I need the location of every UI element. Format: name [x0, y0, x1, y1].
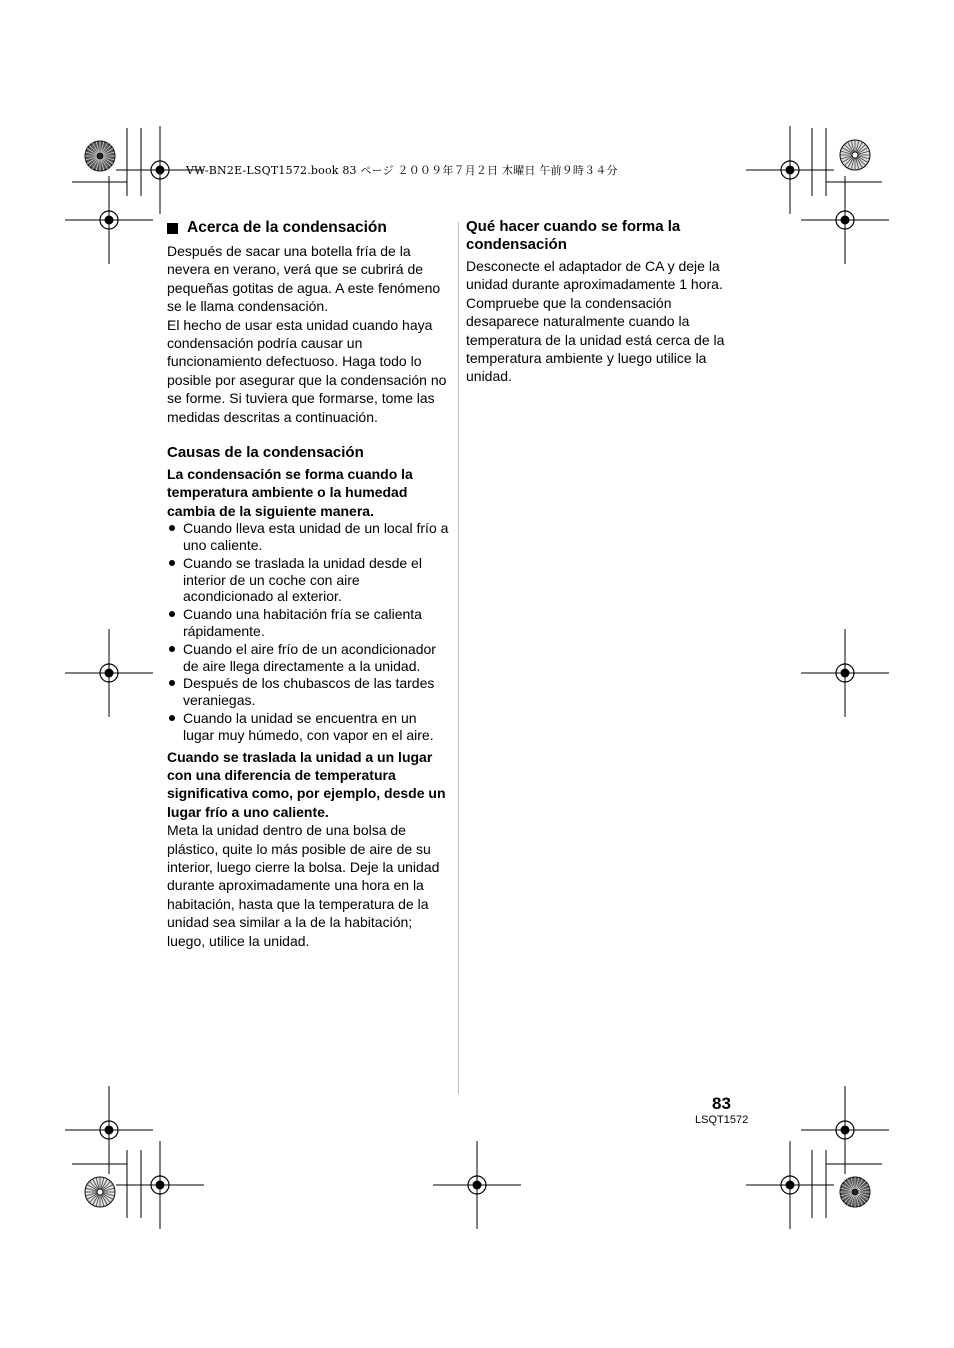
registration-target-icon — [65, 1086, 153, 1174]
causes-heading: Causas de la condensación — [167, 444, 364, 462]
column-divider — [458, 222, 459, 1094]
causes-lead: La condensación se forma cuando la temperatura ambiente o la humedad cambia de la siguiente manera. — [167, 466, 413, 519]
list-item: Cuando el aire frío de un acondicionador de aire llega directamente a la unidad. — [167, 641, 450, 675]
registration-target-icon — [801, 629, 889, 717]
bullet-icon — [169, 525, 175, 531]
bullet-icon — [169, 646, 175, 652]
document-code: LSQT1572 — [695, 1114, 749, 1126]
bullet-icon — [169, 680, 175, 686]
intro-paragraph: El hecho de usar esta unidad cuando haya condensación podría causar un funcionamiento defectuoso. Haga todo lo posible por asegurar que la condensación no se forme. Si tuviera que formarse, tome las medidas descritas a continuación. — [167, 316, 447, 425]
list-item: Cuando se traslada la unidad desde el interior de un coche con aire acondicionado al exterior. — [167, 555, 450, 605]
color-bar-wheel-icon — [85, 141, 115, 171]
intro-paragraph: Después de sacar una botella fría de la nevera en verano, verá que se cubrirá de pequeñas gotitas de agua. A este fenómeno se le llama condensación. — [167, 243, 441, 315]
page-number: 83 — [712, 1094, 731, 1113]
causes-list — [167, 520, 450, 743]
registration-target-icon — [116, 1141, 204, 1229]
registration-target-icon — [65, 176, 153, 264]
right-paragraph: Desconecte el adaptador de CA y deje la unidad durante aproximadamente 1 hora. — [466, 258, 723, 293]
move-lead: Cuando se traslada la unidad a un lugar con una diferencia de temperatura significativa como, por ejemplo, desde un lugar frío a uno caliente. — [167, 748, 446, 820]
black-square-icon — [167, 223, 178, 234]
section-title — [167, 218, 450, 238]
left-column — [167, 218, 450, 950]
list-item: Cuando lleva esta unidad de un local frío a uno caliente. — [167, 520, 450, 554]
bullet-icon — [169, 611, 175, 617]
bullet-icon — [169, 560, 175, 566]
section-title-text: Acerca de la condensación — [187, 219, 387, 236]
registration-target-icon — [433, 1141, 521, 1229]
registration-target-icon — [746, 1141, 834, 1229]
registration-target-icon — [801, 176, 889, 264]
color-bar-wheel-icon — [840, 140, 870, 170]
bullet-icon — [169, 715, 175, 721]
registration-target-icon — [801, 1086, 889, 1174]
what-to-do-heading: Qué hacer cuando se forma la condensación — [466, 218, 681, 253]
right-column — [466, 218, 746, 386]
list-item: Cuando una habitación fría se calienta rápidamente. — [167, 606, 450, 640]
print-header-info: VW-BN2E-LSQT1572.book 83 ページ ２００９年７月２日 木曜日 午前９時３４分 — [186, 164, 618, 177]
color-bar-wheel-icon — [840, 1177, 870, 1207]
right-paragraph: Compruebe que la condensación desaparece naturalmente cuando la temperatura de la unidad está cerca de la temperatura ambiente y luego utilice la unidad. — [466, 294, 725, 385]
move-text: Meta la unidad dentro de una bolsa de plástico, quite lo más posible de aire de su interior, luego cierre la bolsa. Deje la unidad durante aproximadamente una hora en la habitación, hasta que la temperatura de la unidad sea similar a la de la habitación; luego, utilice la unidad. — [167, 822, 440, 949]
registration-target-icon — [746, 126, 834, 214]
registration-target-icon — [65, 629, 153, 717]
list-item: Cuando la unidad se encuentra en un lugar muy húmedo, con vapor en el aire. — [167, 710, 450, 744]
color-bar-wheel-icon — [85, 1177, 115, 1207]
list-item: Después de los chubascos de las tardes veraniegas. — [167, 675, 450, 709]
